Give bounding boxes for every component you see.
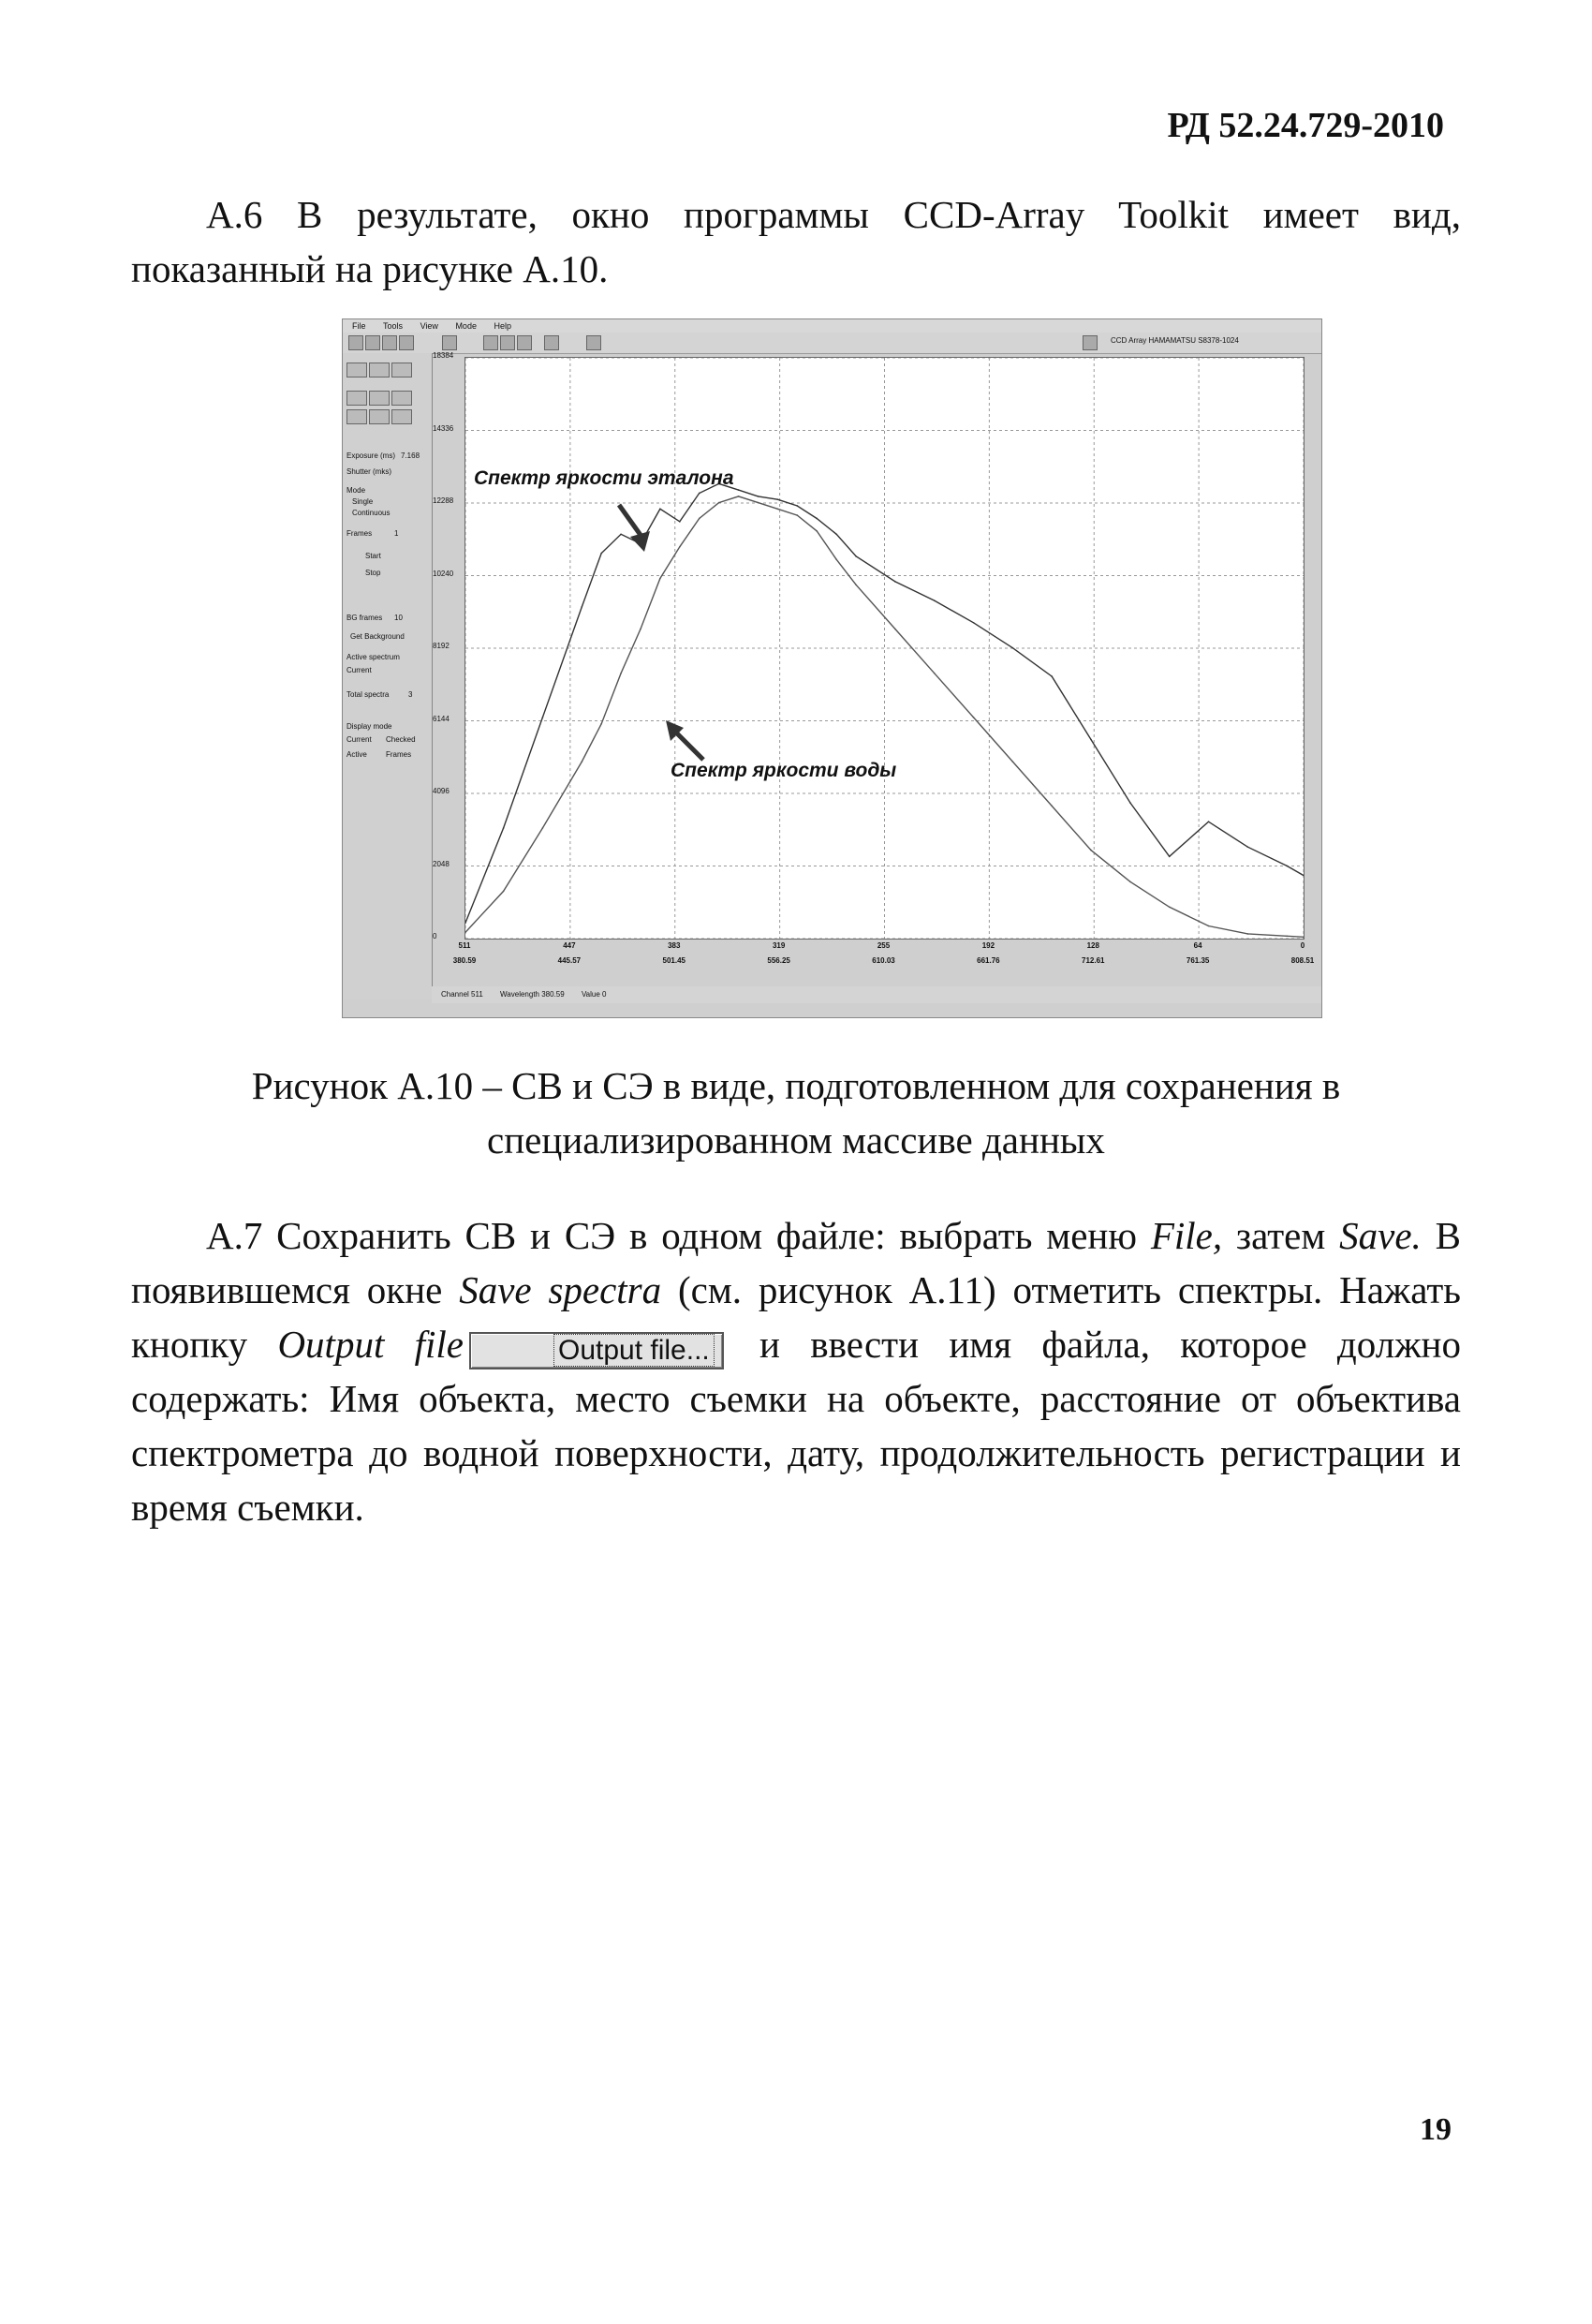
- x-wavelength-label: 380.59: [452, 956, 477, 965]
- series-0-point: [1090, 739, 1092, 741]
- device-title: CCD Array HAMAMATSU S8378-1024: [1111, 336, 1239, 345]
- series-0-point: [542, 717, 544, 718]
- control-panel: [343, 353, 433, 999]
- caption-line-2: специализированном массиве данных: [487, 1118, 1105, 1162]
- display-mode-label: Display mode: [346, 722, 392, 731]
- output-file-button[interactable]: Output file...: [469, 1332, 724, 1369]
- y-tick-label: 2048: [433, 859, 450, 868]
- series-1-point: [973, 717, 975, 718]
- series-0-point: [758, 496, 759, 497]
- zoom-in-icon[interactable]: [346, 391, 367, 406]
- x-wavelength-label: 501.45: [662, 956, 685, 965]
- peak-icon[interactable]: [442, 335, 457, 350]
- start-button[interactable]: Start: [365, 552, 381, 560]
- a7-text-5: и ввести имя файла, которое должно содержать: Имя объекта, место съемки на объекте, расстояние от объектива спектрометра до водной поверхности, дату, продолжительность регистрации и время съемки.: [131, 1323, 1461, 1529]
- series-1-point: [738, 496, 740, 497]
- menu-file[interactable]: File: [352, 321, 366, 331]
- x-tick-label: 319: [772, 941, 786, 950]
- frames-label: Frames: [346, 529, 373, 538]
- status-value-value: 0: [602, 990, 607, 999]
- stop-icon[interactable]: [346, 363, 367, 377]
- paragraph-a7: [131, 1208, 1461, 1534]
- series-0-point: [464, 922, 466, 924]
- status-bar: [432, 986, 1321, 1003]
- save-icon[interactable]: [365, 335, 380, 350]
- series-0-point: [797, 505, 799, 507]
- series-0-point: [1012, 647, 1014, 649]
- series-1-point: [620, 673, 622, 674]
- status-wavelength-label: Wavelength: [500, 990, 539, 999]
- series-1-point: [464, 931, 466, 933]
- x-wavelength-label: 445.57: [557, 956, 582, 965]
- x-wavelength-label: 808.51: [1290, 956, 1315, 965]
- x-tick-label: 192: [981, 941, 995, 950]
- x-wavelength-label: 610.03: [872, 956, 895, 965]
- mode-label: Mode: [346, 486, 366, 495]
- arrow-down-icon[interactable]: [369, 391, 390, 406]
- total-spectra-label: Total spectra: [346, 690, 390, 699]
- zoom-out-icon[interactable]: [346, 409, 367, 424]
- series-0-point: [699, 493, 700, 495]
- series-0-point: [659, 509, 661, 511]
- series-1-point: [1012, 761, 1014, 762]
- series-0-point: [855, 555, 857, 557]
- screenshot-figure: [342, 318, 1322, 1018]
- toolbar: [343, 333, 1321, 354]
- x-tick-label: 511: [458, 941, 471, 950]
- series-1-point: [581, 761, 582, 762]
- series-0-point: [777, 498, 779, 500]
- print-preview-icon[interactable]: [399, 335, 414, 350]
- output-file-ref: Output file: [277, 1323, 464, 1366]
- page-number: 19: [1420, 2112, 1452, 2147]
- series-1-point: [1247, 933, 1249, 935]
- x-tick-label: 383: [668, 941, 681, 950]
- y-tick-label: 0: [433, 932, 437, 940]
- series-1-point: [679, 546, 681, 548]
- channel-icon[interactable]: [517, 335, 532, 350]
- a7-text-1: А.7 Сохранить СВ и СЭ в одном файле: выбрать меню: [206, 1214, 1151, 1257]
- series-1-point: [542, 827, 544, 829]
- series-1-point: [934, 673, 936, 674]
- x-wavelength-label: 712.61: [1082, 956, 1105, 965]
- status-channel-label: Channel: [441, 990, 469, 999]
- bg-frames-input[interactable]: 10: [394, 614, 403, 622]
- arrow-right-icon[interactable]: [391, 409, 412, 424]
- series-1-point: [894, 629, 896, 630]
- mode-continuous-radio[interactable]: Continuous: [352, 509, 391, 517]
- a7-text-4: (см. рисунок А.11) отметить спектры. Нажать кнопку: [131, 1268, 1462, 1366]
- series-1-point: [835, 559, 837, 561]
- series-1-point: [816, 530, 818, 532]
- series-0-point: [1169, 856, 1171, 858]
- series-0-point: [600, 553, 602, 555]
- series-1-point: [758, 502, 759, 504]
- series-0-point: [620, 534, 622, 536]
- lambda-icon[interactable]: [500, 335, 515, 350]
- pause-icon[interactable]: [369, 363, 390, 377]
- window-icon[interactable]: [586, 335, 601, 350]
- series-0-point: [1208, 821, 1210, 822]
- menu-file-ref: File,: [1150, 1214, 1223, 1257]
- annotation-etalon: Спектр яркости эталона: [474, 467, 734, 489]
- series-0-point: [1286, 866, 1288, 867]
- bg-frames-label: BG frames: [346, 614, 383, 622]
- y-tick-label: 18384: [433, 351, 454, 360]
- series-0-point: [934, 600, 936, 601]
- series-1-point: [1286, 936, 1288, 938]
- frames-input[interactable]: 1: [394, 529, 399, 538]
- series-0-point: [816, 518, 818, 520]
- print-icon[interactable]: [382, 335, 397, 350]
- x-tick-label: 64: [1193, 941, 1202, 950]
- series-1-point: [1051, 806, 1053, 807]
- table-icon[interactable]: [544, 335, 559, 350]
- series-1-point: [797, 514, 799, 516]
- menu-tools[interactable]: Tools: [383, 321, 404, 331]
- exposure-input[interactable]: 7.168: [401, 451, 420, 460]
- document-id: РД 52.24.729-2010: [1167, 106, 1444, 145]
- x-wavelength-label: 661.76: [977, 956, 1000, 965]
- total-spectra-value: 3: [408, 690, 413, 699]
- x-tick-label: 255: [877, 941, 891, 950]
- series-1-point: [718, 502, 720, 504]
- x-wavelength-label: 556.25: [767, 956, 790, 965]
- display-active-button[interactable]: Active: [346, 750, 367, 759]
- x-wavelength-label: 761.35: [1186, 956, 1210, 965]
- paragraph-a6: А.6 В результате, окно программы CCD-Array Toolkit имеет вид, показанный на рисунке А.10.: [131, 193, 1461, 290]
- a7-text-2: затем: [1222, 1214, 1340, 1257]
- menu-help[interactable]: Help: [494, 321, 511, 331]
- series-0-point: [1129, 802, 1131, 804]
- save-spectra-ref: Save spectra: [459, 1268, 662, 1311]
- series-0-point: [503, 827, 505, 829]
- mode-single-radio[interactable]: Single: [352, 497, 374, 506]
- status-wavelength-value: 380.59: [541, 990, 565, 999]
- menu-save-ref: Save.: [1339, 1214, 1422, 1257]
- menu-bar: [343, 319, 1321, 333]
- get-background-button[interactable]: Get Background: [350, 632, 405, 641]
- arrow-up-icon[interactable]: [391, 391, 412, 406]
- status-channel-value: 511: [471, 990, 483, 999]
- annotation-water: Спектр яркости воды: [671, 760, 897, 781]
- y-tick-label: 10240: [433, 569, 454, 578]
- y-tick-label: 6144: [433, 714, 450, 723]
- series-0-point: [835, 534, 837, 536]
- series-0-point: [1247, 846, 1249, 848]
- device-icon[interactable]: [1083, 335, 1098, 350]
- series-1-point: [600, 723, 602, 725]
- menu-mode[interactable]: Mode: [455, 321, 477, 331]
- open-icon[interactable]: [348, 335, 363, 350]
- display-frames-button[interactable]: Frames: [386, 750, 412, 759]
- stop-button[interactable]: Stop: [365, 569, 381, 577]
- y-tick-label: 14336: [433, 423, 454, 433]
- series-1-point: [777, 509, 779, 511]
- active-spectrum-label: Active spectrum: [346, 653, 400, 661]
- series-0-point: [738, 489, 740, 491]
- status-value-label: Value: [581, 990, 600, 999]
- menu-view[interactable]: View: [420, 321, 438, 331]
- series-0-point: [894, 581, 896, 583]
- y-tick-label: 12288: [433, 496, 454, 505]
- series-1-point: [1169, 906, 1171, 908]
- series-0-point: [640, 543, 641, 545]
- display-current-button[interactable]: Current: [346, 735, 372, 744]
- series-1-point: [503, 891, 505, 893]
- series-1-point: [659, 578, 661, 580]
- series-1-point: [855, 584, 857, 585]
- series-0-point: [1303, 875, 1305, 877]
- cursor-icon[interactable]: [391, 363, 412, 377]
- series-1-point: [640, 629, 641, 630]
- caption-line-1: Рисунок А.10 – СВ и СЭ в виде, подготовленном для сохранения в: [251, 1064, 1341, 1107]
- series-1-point: [1090, 850, 1092, 851]
- arrow-left-icon[interactable]: [369, 409, 390, 424]
- exposure-label: Exposure (ms): [346, 451, 396, 460]
- active-spectrum-select[interactable]: Current: [346, 666, 372, 674]
- shutter-label: Shutter (mks): [346, 467, 392, 476]
- y-tick-label: 4096: [433, 787, 450, 795]
- series-1-point: [1208, 925, 1210, 927]
- x-tick-label: 447: [563, 941, 576, 950]
- series-1-point: [1129, 881, 1131, 882]
- spectrum-plot: [464, 357, 1305, 940]
- series-0-point: [973, 622, 975, 624]
- series-0-point: [581, 606, 582, 608]
- display-checked-button[interactable]: Checked: [386, 735, 416, 744]
- a7-text-3: В появившемся окне: [131, 1214, 1461, 1311]
- series-1-point: [1303, 937, 1305, 939]
- figure-caption: [131, 1058, 1461, 1167]
- series-1-point: [699, 518, 700, 520]
- series-0-point: [679, 521, 681, 523]
- grid-icon[interactable]: [483, 335, 498, 350]
- y-tick-label: 8192: [433, 642, 450, 650]
- x-tick-label: 0: [1300, 941, 1305, 950]
- x-tick-label: 128: [1086, 941, 1099, 950]
- series-0-point: [1051, 675, 1053, 677]
